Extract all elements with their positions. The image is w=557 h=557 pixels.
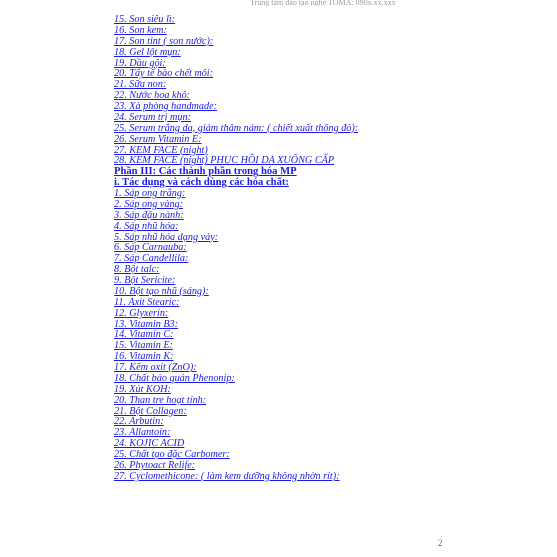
toc-link[interactable]: 10. Bột tạo nhũ (sáng): [114, 285, 209, 297]
toc-link[interactable]: 2. Sáp ong vàng: [114, 198, 184, 210]
toc-link[interactable]: 21. Sữa non: [114, 79, 167, 91]
toc-link[interactable]: 19. Xút KOH: [114, 383, 171, 395]
toc-link[interactable]: 23. Xà phòng handmade: [114, 101, 217, 112]
toc-link[interactable]: 13. Vitamin B3: [114, 318, 179, 330]
toc-link[interactable]: 25. Serum trắng da, giảm thâm nám: ( chiết xuất thông đỏ): [114, 122, 359, 134]
toc-link[interactable]: 14. Vitamin C: [114, 329, 174, 341]
toc-link[interactable]: 26. Serum Vitamin E: [114, 133, 202, 145]
toc-link[interactable]: 4. Sáp nhũ hóa: [114, 220, 179, 232]
toc-link[interactable]: 17. Kẽm oxit (ZnO): [114, 362, 197, 373]
toc-link[interactable]: 3. Sáp đậu nành: [114, 209, 184, 221]
toc-link[interactable]: 11. Axit Stearic: [114, 296, 180, 308]
toc-link[interactable]: 18. Chất bảo quản Phenonip: [114, 372, 235, 384]
toc-link[interactable]: 15. Vitamin E: [114, 340, 173, 352]
toc-link[interactable]: 24. KOJIC ACID [114, 438, 185, 450]
toc-link[interactable]: 7. Sáp Candellila: [114, 253, 189, 265]
toc-link[interactable]: 28. KEM FACE (night) PHỤC HỒI DA XUỐNG CẤP [114, 155, 335, 167]
page-header: Trung tâm đào tạo nghề TOMA: 090x.xx.xxx [250, 0, 396, 6]
toc-link[interactable]: 26. Phytoact Relife: [114, 459, 196, 471]
toc-link[interactable]: 18. Gel lột mụn: [114, 46, 181, 58]
toc-link[interactable]: 22. Nước hoa khô: [114, 90, 191, 102]
toc-link[interactable]: 9. Bột Sericite: [114, 275, 176, 286]
toc-link[interactable]: 24. Serum trị mụn: [114, 111, 191, 123]
toc-link[interactable]: 5. Sáp nhũ hóa dạng vảy: [114, 231, 219, 243]
toc-link[interactable]: 12. Glyxerin: [114, 307, 169, 319]
table-of-contents [114, 15, 534, 483]
toc-link[interactable]: 22. Arbutin: [114, 416, 164, 428]
toc-link[interactable]: 19. Dầu gội: [114, 57, 166, 69]
toc-link[interactable]: 20. Tẩy tế bào chết môi: [114, 68, 214, 80]
page-number: 2 [438, 538, 443, 548]
toc-section-heading[interactable]: Phần III: Các thành phần trong hóa MP [114, 166, 297, 178]
toc-link[interactable]: 21. Bột Collagen: [114, 405, 187, 417]
toc-link[interactable]: 25. Chất tạo đặc Carbomer: [114, 449, 230, 460]
toc-link[interactable]: 8. Bột talc: [114, 264, 160, 276]
toc-link[interactable]: 27. Cyclomethicone: ( làm kem dưỡng không nhờn rít): [114, 470, 340, 482]
toc-link[interactable]: 1. Sáp ong trắng: [114, 188, 186, 199]
toc-link[interactable]: 17. Son tint ( son nước): [114, 35, 214, 47]
toc-section-heading[interactable]: i. Tác dụng và cách dùng các hóa chất: [114, 177, 289, 189]
toc-link[interactable]: 16. Vitamin K: [114, 351, 174, 363]
toc-link[interactable]: 16. Son kem: [114, 24, 167, 36]
toc-link[interactable]: 20. Than tre hoạt tính: [114, 394, 207, 406]
toc-link[interactable]: 27. KEM FACE (night) [114, 144, 208, 156]
toc-link[interactable]: 23. Allantoin: [114, 427, 171, 439]
toc-link[interactable]: 15. Son siêu lì: [114, 14, 176, 25]
toc-link[interactable]: 6. Sáp Carnauba: [114, 242, 187, 254]
